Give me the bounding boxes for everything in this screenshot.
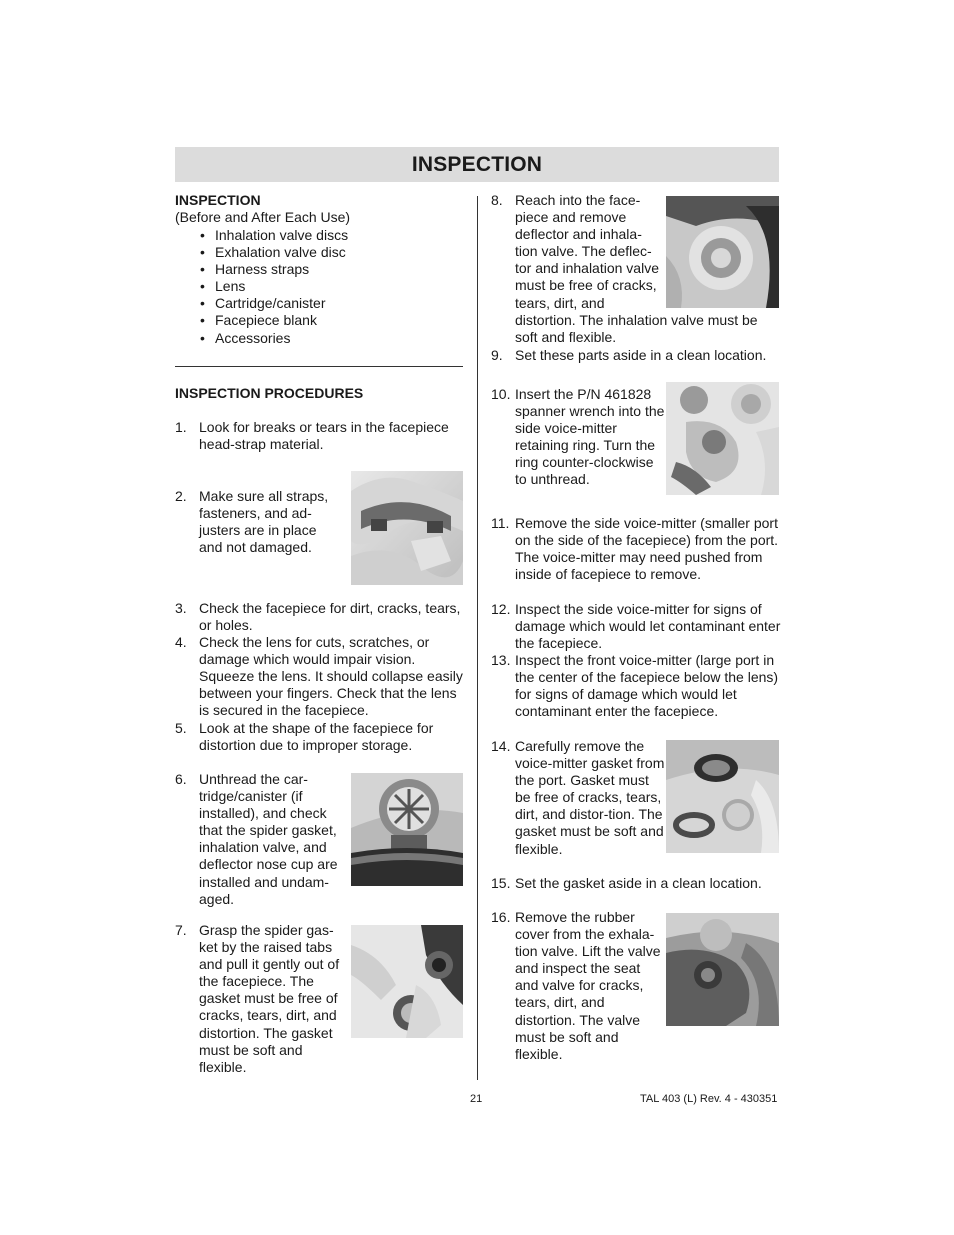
step-number: 4. [175,634,187,650]
step-number: 15. [491,875,511,891]
spider-gasket-photo [351,925,463,1038]
list-item: • Accessories [200,329,291,346]
step-number: 9. [491,347,503,363]
step-number: 1. [175,419,187,435]
section-divider [175,366,463,367]
step-text: Set these parts aside in a clean location. [515,347,767,363]
step-number: 2. [175,488,187,504]
step-number: 3. [175,600,187,616]
page-title: INSPECTION [411,152,543,176]
list-item: • Lens [200,278,246,295]
exhalation-valve-photo [666,913,779,1026]
page-number: 21 [470,1093,483,1105]
step-text: Check the facepiece for dirt, cracks, tears, or holes. [199,600,461,634]
inspection-heading: INSPECTION [175,192,261,208]
step-number: 16. [491,909,511,925]
step-text: Unthread the car-tridge/canister (if installed), and check that the spider gasket, inhalation valve, and deflector nose cup are installed and undam-aged. [199,771,338,907]
step-number: 11. [491,515,510,531]
list-item: • Exhalation valve disc [200,244,346,261]
list-item: • Inhalation valve discs [200,227,349,243]
step-text: Grasp the spider gas-ket by the raised tabs and pull it gently out of the facepiece. The gasket must be free of cracks, tears, dirt, and distortion. The gasket must be soft and flexible. [199,922,340,1075]
step-number: 12. [491,601,511,617]
step-number: 8. [491,192,503,208]
step-text: Remove the rubber cover from the exhala-tion valve. Lift the valve and inspect the seat and valve for cracks, tears, dirt, and distortion. The valve must be soft and flexible. [515,909,661,1062]
step-text: Make sure all straps, fasteners, and ad-justers are in place and not damaged. [199,488,329,556]
harness-straps-photo [351,471,463,585]
step-text: Look for breaks or tears in the facepiece head-strap material. [199,419,449,453]
step-text: Remove the side voice-mitter (smaller port on the side of the facepiece) from the port. The voice-mitter may need pushed from inside of facepiece to remove. [515,515,779,583]
spanner-wrench-photo [666,382,779,495]
step-text: Inspect the front voice-mitter (large port in the center of the facepiece below the lens) for signs of damage which would let contaminant enter the facepiece. [515,652,779,720]
step-number: 13. [491,652,511,668]
step-text: Set the gasket aside in a clean location. [515,875,762,891]
voice-mitter-gasket-photo [666,740,779,853]
cartridge-photo [351,773,463,886]
inspection-subheading: (Before and After Each Use) [175,209,351,225]
step-number: 14. [491,738,511,754]
list-item: • Facepiece blank [200,312,317,329]
step-text: Inspect the side voice-mitter for signs of damage which would let contaminant enter the facepiece. [515,601,781,652]
column-divider [477,196,478,1080]
document-reference: TAL 403 (L) Rev. 4 - 430351 [640,1093,778,1105]
procedures-heading: INSPECTION PROCEDURES [175,385,364,401]
step-number: 6. [175,771,187,787]
list-item: • Harness straps [200,261,310,278]
step-text: Carefully remove the voice-mitter gasket from the port. Gasket must be free of cracks, tears, dirt, and distor-tion. The gasket must be soft and flexible. [515,738,665,857]
title-banner [175,147,779,182]
step-number: 10. [491,386,511,402]
step-text: Reach into the face-piece and remove deflector and inhala-tion valve. The deflec-tor and inhalation valve must be free of cracks, tears, dirt, and distortion. The inhalation valve must be soft and flexible. [515,192,758,345]
step-text: Check the lens for cuts, scratches, or damage which would impair vision. Squeeze the lens. It should collapse easily between your fingers. Check that the lens is secured in the facepiece. [199,634,463,719]
inspection-checklist [200,227,349,347]
step-text: Look at the shape of the facepiece for distortion due to improper storage. [199,720,434,754]
step-number: 7. [175,922,187,938]
step-text: Insert the P/N 461828 spanner wrench into the side voice-mitter retaining ring. Turn the ring counter-clockwise to unthread. [515,386,665,488]
step-number: 5. [175,720,187,736]
list-item: • Cartridge/canister [200,295,326,312]
